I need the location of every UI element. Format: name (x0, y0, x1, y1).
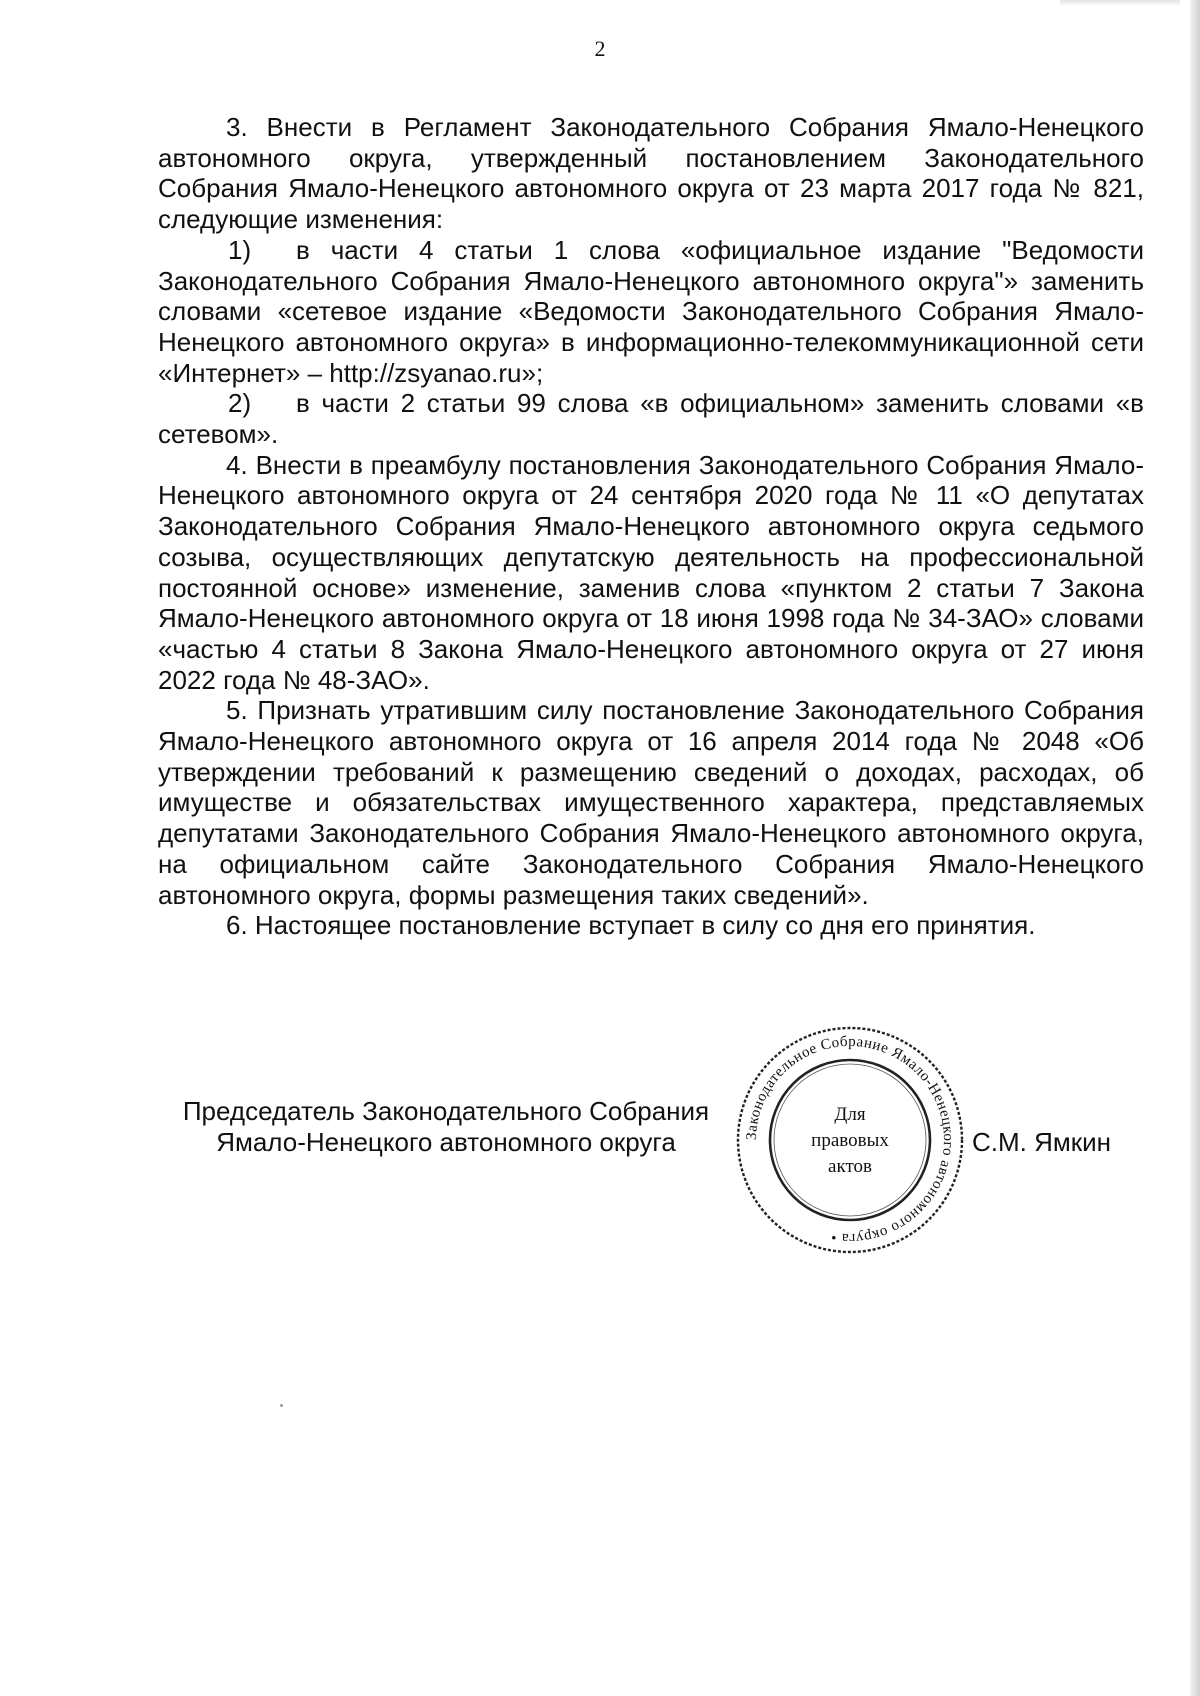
seal-center-line-1: Для (834, 1104, 866, 1125)
official-seal (732, 1022, 968, 1258)
signer-title (156, 1096, 736, 1158)
seal-center-line-3: актов (828, 1156, 872, 1177)
paragraph-3-item-1 (158, 235, 1144, 389)
paragraph-4: 4. Внести в преамбулу постановления Законодательного Собрания Ямало-Ненецкого автономного округа от 24 сентября 2020 года № 11 «О депутатах Законодательного Собрания Ямало-Ненецкого автономного округа седьмого созыва, осуществляющих депутатскую деятельность на профессиональной постоянной основе» изменение, заменив слова «пунктом 2 статьи 7 Закона Ямало-Ненецкого автономного округа от 18 июня 1998 года № 34-ЗАО» словами «частью 4 статьи 8 Закона Ямало-Ненецкого автономного округа от 27 июня 2022 года № 48-ЗАО». (158, 449, 1144, 695)
scan-top-smudge (1060, 0, 1180, 6)
item-number: 2) (228, 388, 252, 419)
signer-name: С.М. Ямкин (972, 1127, 1112, 1157)
item-text: в части 4 статьи 1 слова «официальное издание "Ведомости Законодательного Собрания Ямало-Ненецкого автономного округа"» заменить словами «сетевое издание «Ведомости Законодательного Собрания Ямало-Ненецкого автономного округа» в информационно-телекоммуникационной сети «Интернет» – http://zsyanao.ru»; (158, 234, 1144, 388)
signer-title-line-1: Председатель Законодательного Собрания (182, 1096, 710, 1126)
scan-speck (280, 1404, 283, 1407)
page-number: 2 (594, 36, 606, 61)
signer-title-line-2: Ямало-Ненецкого автономного округа (216, 1127, 676, 1157)
item-number: 1) (228, 234, 252, 265)
seal-center-line-2: правовых (811, 1130, 889, 1151)
seal-ring-text-path: Законодательное Собрание Ямало-Ненецкого автономного округа • (743, 1033, 957, 1247)
document-body (158, 112, 1144, 941)
paragraph-3: 3. Внести в Регламент Законодательного Собрания Ямало-Ненецкого автономного округа, утвержденный постановлением Законодательного Собрания Ямало-Ненецкого автономного округа от 23 марта 2017 года № 821, следующие изменения: (158, 112, 1144, 235)
item-text: в части 2 статьи 99 слова «в официальном» заменить словами «в сетевом». (158, 388, 1144, 450)
paragraph-3-item-2 (158, 388, 1144, 449)
paragraph-5: 5. Признать утратившим силу постановление Законодательного Собрания Ямало-Ненецкого автономного округа от 16 апреля 2014 года № 2048 «Об утверждении требований к размещению сведений о доходах, расходах, об имуществе и обязательствах имущественного характера, представляемых депутатами Законодательного Собрания Ямало-Ненецкого автономного округа, на официальном сайте Законодательного Собрания Ямало-Ненецкого автономного округа, формы размещения таких сведений». (158, 695, 1144, 910)
scan-edge-shadow (1190, 0, 1200, 1696)
paragraph-6: 6. Настоящее постановление вступает в силу со дня его принятия. (226, 910, 1036, 941)
